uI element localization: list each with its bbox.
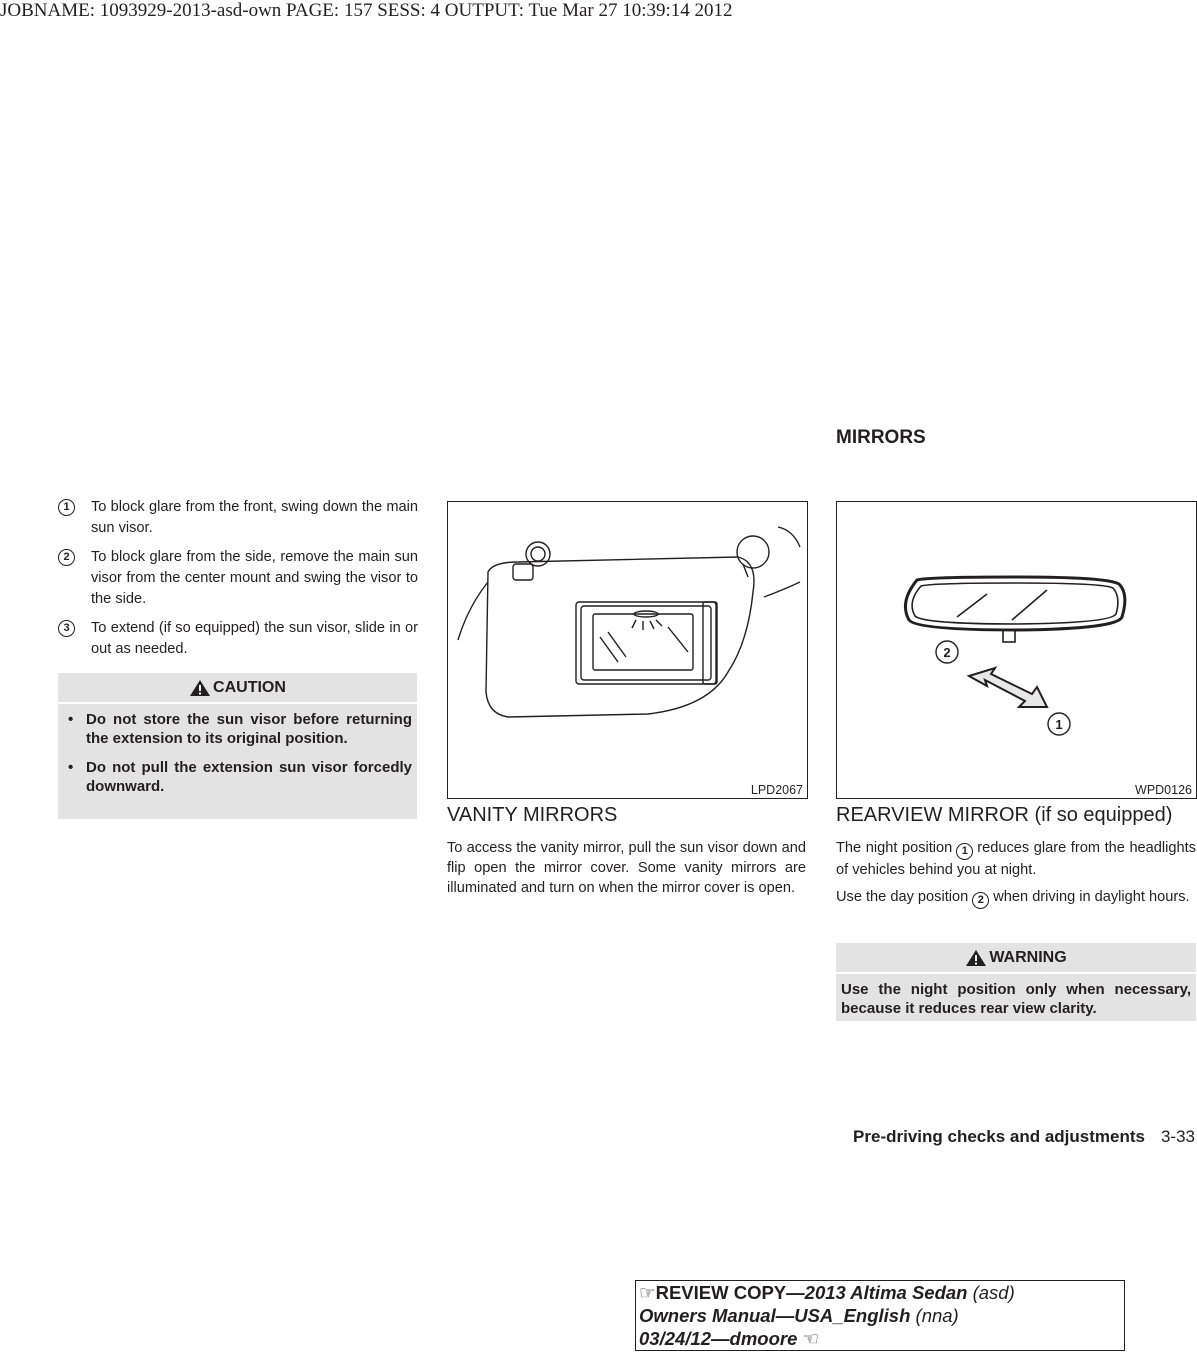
- vanity-paragraph: To access the vanity mirror, pull the sun visor down and flip open the mirror cover. Some vanity mirrors are illuminated and turn on when the mirror cover is open.: [447, 840, 806, 896]
- step-number: 2: [58, 549, 75, 566]
- list-item: [58, 497, 418, 539]
- review-line-1: [639, 1281, 1124, 1304]
- warning-text: Use the night position only when necessary, because it reduces rear view clarity.: [841, 981, 1191, 1017]
- warning-title: WARNING: [989, 948, 1067, 966]
- caution-box: [58, 673, 417, 819]
- para-text: when driving in daylight hours.: [993, 889, 1190, 905]
- vanity-mirror-figure: [447, 501, 808, 799]
- page-number: 3-33: [1160, 1127, 1195, 1146]
- review-lang-code: (nna): [915, 1305, 959, 1326]
- caution-header: [58, 673, 417, 704]
- caution-body: [58, 704, 417, 811]
- figure-label-2: 2: [943, 645, 951, 660]
- para-text: The night position: [836, 840, 953, 856]
- footer-section: Pre-driving checks and adjustments: [853, 1127, 1145, 1146]
- caution-title: CAUTION: [213, 678, 286, 696]
- review-title: Owners Manual—USA_English: [639, 1305, 911, 1326]
- step-text: To block glare from the front, swing down the main sun visor.: [91, 499, 418, 536]
- step-text: To block glare from the side, remove the main sun visor from the center mount and swing the visor to the side.: [91, 549, 418, 607]
- pointing-hand-icon: ☞: [639, 1282, 656, 1303]
- step-number: 1: [956, 843, 973, 860]
- review-code: (asd): [972, 1282, 1015, 1303]
- rearview-mirror-figure: [836, 501, 1197, 799]
- step-number: 1: [58, 499, 75, 516]
- list-item: [58, 547, 418, 610]
- figure-label-1: 1: [1055, 717, 1063, 732]
- jobname-header: JOBNAME: 1093929-2013-asd-own PAGE: 157 SESS: 4 OUTPUT: Tue Mar 27 10:39:14 2012: [0, 0, 733, 21]
- step-number: 2: [972, 892, 989, 909]
- review-prefix: REVIEW COPY—: [655, 1282, 805, 1303]
- sun-visor-steps: [58, 497, 418, 668]
- warning-box: [836, 943, 1196, 1021]
- step-text: To extend (if so equipped) the sun visor, slide in or out as needed.: [91, 620, 418, 657]
- figure-code: WPD0126: [1135, 783, 1192, 797]
- caution-bullet: • Do not store the sun visor before returning the extension to its original position.: [63, 710, 412, 748]
- pointing-hand-left-icon: ☜: [802, 1328, 820, 1349]
- review-model: 2013 Altima Sedan: [804, 1282, 968, 1303]
- warning-header: [836, 943, 1196, 974]
- para-text: reduces glare from the headlights of vehicles behind you at night.: [836, 840, 1196, 878]
- page-footer: [853, 1127, 1195, 1147]
- sun-visor-illustration: [448, 502, 807, 798]
- vanity-heading: VANITY MIRRORS: [447, 804, 618, 826]
- step-number: 3: [58, 620, 75, 637]
- warning-triangle-icon: [189, 679, 211, 697]
- list-item: [58, 618, 418, 660]
- warning-triangle-icon: [965, 949, 987, 967]
- figure-code: LPD2067: [750, 783, 803, 797]
- section-title: MIRRORS: [836, 427, 926, 448]
- review-date: 03/24/12—dmoore: [639, 1328, 798, 1349]
- review-line-3: [639, 1327, 1124, 1350]
- caution-bullet: • Do not pull the extension sun visor forcedly downward.: [63, 758, 412, 796]
- rearview-heading: REARVIEW MIRROR (if so equipped): [836, 804, 1173, 826]
- rearview-mirror-illustration: [837, 502, 1196, 798]
- rearview-paragraph-1: [836, 838, 1196, 880]
- review-line-2: [639, 1304, 1124, 1327]
- review-copy-box: [635, 1280, 1125, 1351]
- rearview-paragraph-2: [836, 887, 1196, 909]
- para-text: Use the day position: [836, 889, 969, 905]
